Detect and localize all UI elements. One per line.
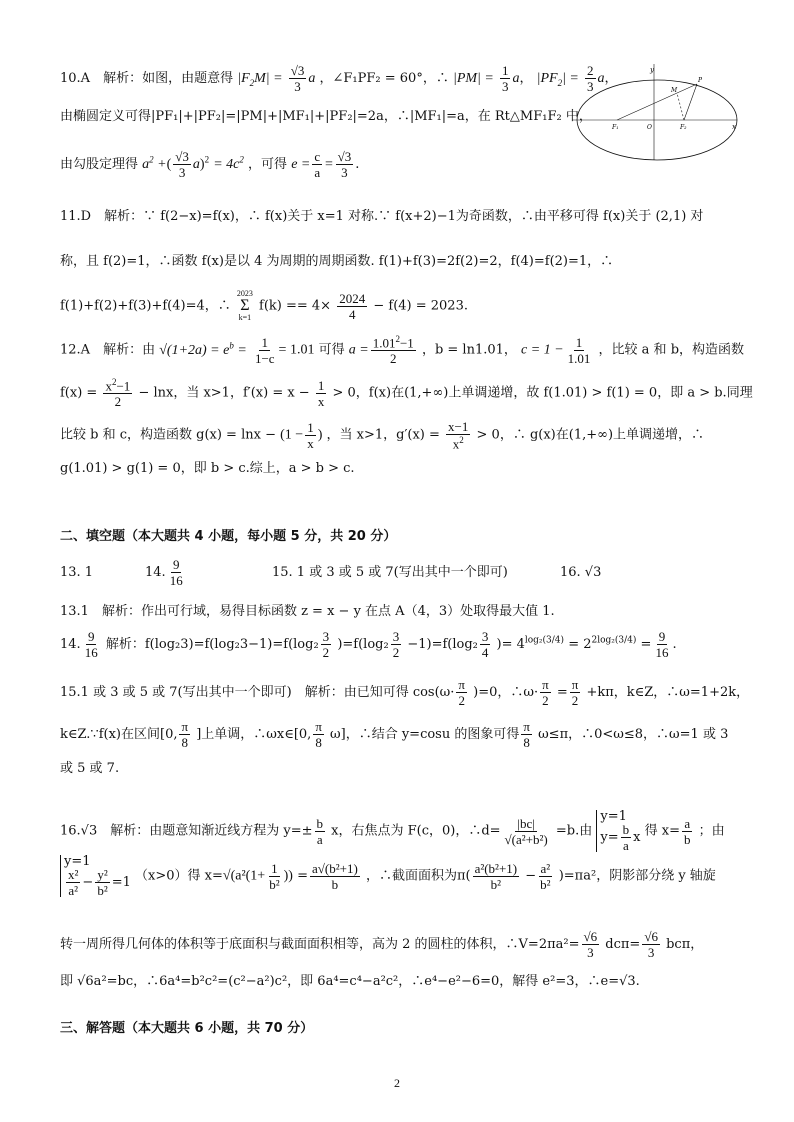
q15-line3: 或 5 或 7. [60, 761, 120, 776]
q13-explanation: 13.1 解析：作出可行域，易得目标函数 z = x − y 在点 A（4，3）处取得最大值 1. [60, 604, 555, 619]
segment-F1P [617, 84, 697, 120]
answer-14: 14. $\frac{9}{16}$ [145, 557, 183, 588]
label-x: x [732, 123, 736, 131]
page-number: 2 [394, 1076, 400, 1090]
segment-F2M [677, 93, 684, 120]
q12-line3: 比较 b 和 c，构造函数 g(x) = lnx − (1 − $\frac{1}{x}$ ) ，当 x>1，g′(x) = $\frac{x-1}{x^2}$ > 0，∴ g(x)在(1,+∞)上单调递增，∴ [60, 419, 705, 452]
q15-line1: 15.1 或 3 或 5 或 7(写出其中一个即可) 解析：由已知可得 cos(ω· $\frac{\pi}{2}$ )=0，∴ω· $\frac{\pi}{2}$ = $\frac{\pi}{2}$ +kπ，k∈Z，∴ω=1+2k， [60, 677, 750, 708]
section3-title: 三、解答题（本大题共 6 小题，共 70 分） [60, 1021, 314, 1036]
answer-13: 13. 1 [60, 565, 94, 580]
label-M: M [671, 87, 678, 94]
q12-line4: g(1.01) > g(1) = 0，即 b > c.综上，a > b > c. [60, 461, 355, 476]
q16-line2: y=1 $\frac{\text{x²}}{\text{a²}}$ − $\frac{\text{y²}}{\text{b²}}$ =1 （x>0）得 x=√(a²(1+ $\frac{1}{\text{b²}}$ )) = $\frac{\text{a√(b²+1)}}{b}$ ，∴截面面积为π( $\frac{\text{a²(b²+1)}}{\text{b²}}$ − $\frac{\text{a²}}{\text{b²}}$ )=πa²，阴影部分绕 y 轴旋 [60, 855, 716, 897]
q10-line3: 由勾股定理得 $a^2$ +( $\frac{√3}{3}$ $a)^2 = 4c^2$ ，可得 e = $\frac{c}{a}$ = $\frac{√3}{3}$ . [60, 149, 360, 180]
q15-line2: k∈Z.∵f(x)在区间[0, $\frac{\pi}{8}$ ]上单调，∴ωx∈[0, $\frac{\pi}{8}$ ω]，∴结合 y=cosu 的图象可得 $\frac{\pi}{8}$ ω≤π，∴0<ω≤8，∴ω=1 或 3 [60, 719, 729, 750]
label-F2: F₂ [680, 124, 687, 131]
section2-title: 二、填空题（本大题共 4 小题，每小题 5 分，共 20 分） [60, 529, 397, 544]
label-O: O [647, 124, 652, 131]
answer-15: 15. 1 或 3 或 5 或 7(写出其中一个即可) [272, 565, 508, 580]
q16-line4: 即 √6a²=bc，∴6a⁴=b²c²=(c²−a²)c²，即 6a⁴=c⁴−a²c²，∴e⁴−e²−6=0，解得 e²=3，∴e=√3. [60, 974, 640, 989]
segment-F2P [684, 84, 697, 120]
q11-line3: f(1)+f(2)+f(3)+f(4)=4，∴ 2023 Σ k=1 f(k) == 4× $\frac{2024}{4}$ − f(4) = 2023. [60, 289, 468, 322]
q10-line1: 10.A 解析：如图，由题意得 $|F_2M|$ = $\frac{√3}{3}$ a ，∠F₁PF₂ = 60°，∴ |PM| = $\frac{1}{3}$ a， $|PF_2|$ = $\frac{2}{3}$ a， [60, 63, 618, 94]
ellipse-figure [572, 62, 742, 162]
q16-line3: 转一周所得几何体的体积等于底面积与截面面积相等，高为 2 的圆柱的体积，∴V=2πa²= $\frac{√6}{3}$ dcπ= $\frac{√6}{3}$ bcπ， [60, 929, 704, 960]
q10-line2: 由椭圆定义可得|PF₁|+|PF₂|=|PM|+|MF₁|+|PF₂|=2a，∴|MF₁|=a，在 Rt△MF₁F₂ 中， [60, 109, 592, 124]
q11-line2: 称，且 f(2)=1，∴函数 f(x)是以 4 为周期的周期函数. f(1)+f(3)=2f(2)=2，f(4)=f(2)=1，∴ [60, 254, 614, 269]
label-F1: F₁ [612, 124, 619, 131]
answer-16: 16. √3 [560, 565, 602, 580]
label-y: y [650, 66, 654, 74]
q16-line1: 16.√3 解析：由题意知渐近线方程为 y=± $\frac{b}{a}$ x，右焦点为 F(c，0)，∴d= $\frac{|bc|}{\text{√(a²+b²)}}$ =b.由 y=1 y= $\frac{b}{a}$ x 得 x= $\frac{a}{b}$ ；由 [60, 809, 725, 853]
q11-line1: 11.D 解析：∵ f(2−x)=f(x)，∴ f(x)关于 x=1 对称.∵ f(x+2)−1为奇函数，∴由平移可得 f(x)关于 (2,1) 对 [60, 209, 704, 224]
label-P: P [698, 77, 703, 84]
q12-line1: 12.A 解析：由 $√(1+2a) = e^b$ = $\frac{1}{1-c}$ = 1.01 可得 a = $\frac{1.01^2-1}{2}$ ，b = ln1.01， c = 1 − $\frac{1}{1.01}$ ，比较 a 和 b，构造函数 [60, 334, 745, 367]
q14-explanation: 14. $\frac{9}{16}$ 解析：f(log₂3)=f(log₂3−1)=f(log₂ $\frac{3}{2}$ )=f(log₂ $\frac{3}{2}$ −1)=f(log₂ $\frac{3}{4}$ )= $4^{log_2(3/4)} = 2^{2log_2(3/4)}$ = $\frac{9}{16}$ . [60, 629, 677, 660]
q12-line2: f(x) = $\frac{x^2-1}{2}$ − lnx，当 x>1，f′(x) = x − $\frac{1}{x}$ > 0，f(x)在(1,+∞)上单调递增，故 f(1.01) > f(1) = 0，即 a > b.同理 [60, 377, 753, 410]
